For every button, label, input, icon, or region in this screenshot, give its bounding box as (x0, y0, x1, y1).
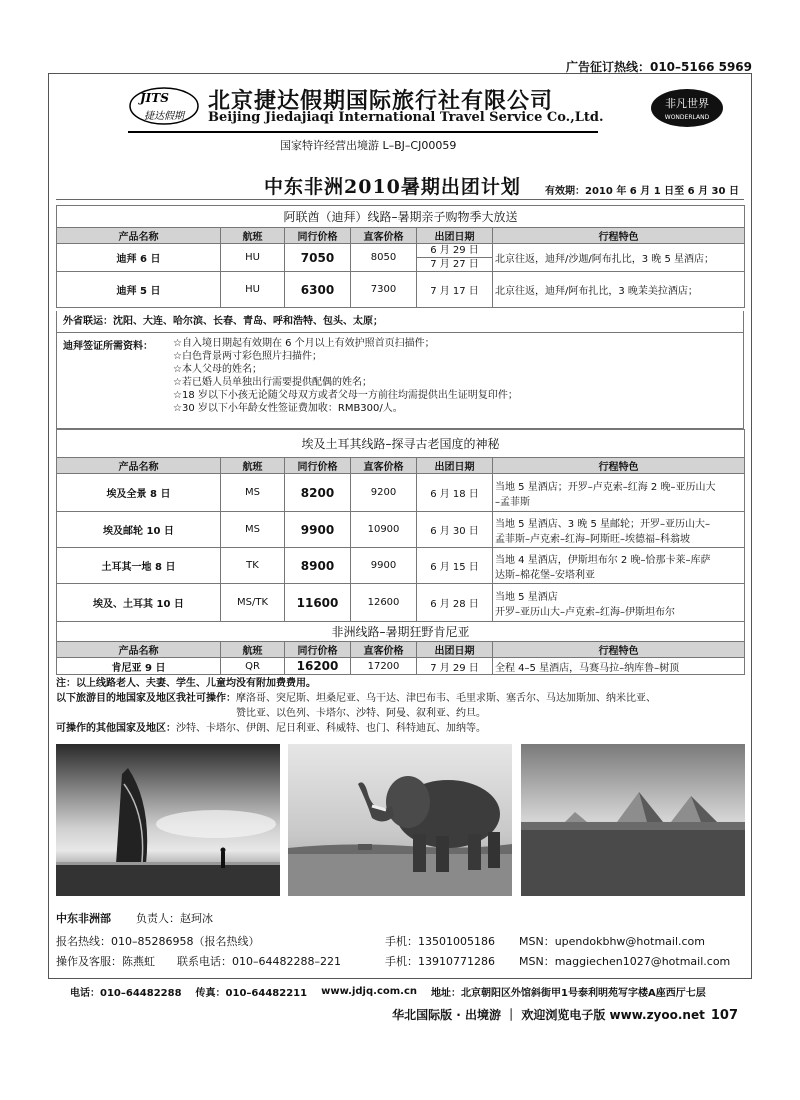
product-name: 迪拜 6 日 (57, 244, 221, 272)
jits-logo (128, 84, 200, 128)
ops-contact: 操作及客服：陈燕虹 联系电话：010–64482288–221 (56, 955, 341, 968)
header-feature: 行程特色 (493, 228, 745, 244)
header-feature: 行程特色 (493, 458, 745, 474)
msn-1: MSN：upendokbhw@hotmail.com (519, 935, 706, 948)
header-date: 出团日期 (417, 642, 493, 658)
visa-item: ☆18 岁以下小孩无论随父母双方或者父母一方前往均需提供出生证明复印件； (173, 390, 518, 401)
peer-price: 8200 (285, 474, 351, 512)
itinerary: 当地 5 星酒店、3 晚 5 星邮轮；开罗–亚历山大– 孟菲斯–卢克索–红海–阿斯旺–埃德福–科翁坡 (493, 512, 745, 548)
uae-table (56, 205, 745, 308)
header-date: 出团日期 (417, 458, 493, 474)
table-row (57, 272, 745, 308)
footer-address: 地址：北京朝阳区外馆斜街甲1号泰利明苑写字楼A座西厅七层 (431, 987, 706, 999)
flight: MS (221, 474, 285, 512)
mobile-1: 手机：13501005186 (385, 935, 495, 948)
visa-item: ☆若已婚人员单独出行需要提供配偶的姓名； (173, 377, 372, 388)
connections-text: 沈阳、大连、哈尔滨、长春、青岛、呼和浩特、包头、太原； (113, 316, 383, 327)
footer-bar (56, 981, 744, 1001)
date: 7 月 27 日 (430, 259, 479, 270)
itinerary: 北京往返，迪拜/阿布扎比，3 晚茉美拉酒店； (493, 272, 745, 308)
table-row (57, 474, 745, 512)
partner-en: WONDERLAND (664, 114, 710, 121)
visa-item: ☆30 岁以下小年龄女性签证费加收：RMB300/人。 (173, 403, 403, 414)
peer-price: 8900 (285, 548, 351, 584)
header-product: 产品名称 (57, 228, 221, 244)
visa-requirements (56, 333, 744, 429)
table-row (57, 244, 745, 272)
direct-price: 9200 (351, 474, 417, 512)
header-feature: 行程特色 (493, 642, 745, 658)
visa-item: ☆自入境日期起有效期在 6 个月以上有效护照首页扫描件； (173, 338, 435, 349)
direct-price: 8050 (351, 244, 417, 272)
table-row (57, 658, 745, 675)
header-flight: 航班 (221, 642, 285, 658)
itinerary: 当地 5 星酒店；开罗–卢克索–红海 2 晚–亚历山大 –孟菲斯 (493, 474, 745, 512)
connections-label: 外省联运： (63, 316, 113, 327)
dest-label: 以下旅游目的地国家及地区我社可操作： (56, 693, 236, 704)
ad-hotline: 广告征订热线：010–5166 5969 (565, 60, 752, 74)
signup-hotline: 报名热线：010–85286958（报名热线） (56, 935, 260, 948)
itinerary: 北京往返，迪拜/沙迦/阿布扎比，3 晚 5 星酒店； (493, 244, 745, 272)
header-product: 产品名称 (57, 642, 221, 658)
header-direct-price: 直客价格 (351, 458, 417, 474)
company-name-cn: 北京捷达假期国际旅行社有限公司 (208, 88, 554, 114)
header-flight: 航班 (221, 228, 285, 244)
elephant-photo (288, 744, 512, 896)
mobile-2: 手机：13910771286 (385, 955, 495, 968)
header-peer-price: 同行价格 (285, 458, 351, 474)
header-direct-price: 直客价格 (351, 228, 417, 244)
title-rule (56, 199, 744, 200)
product-name: 埃及全景 8 日 (57, 474, 221, 512)
peer-price: 7050 (285, 244, 351, 272)
peer-price: 16200 (285, 658, 351, 675)
footer-fax: 传真：010–64482211 (195, 987, 308, 999)
logo-text: JITS (140, 91, 169, 105)
header-product: 产品名称 (57, 458, 221, 474)
direct-price: 7300 (351, 272, 417, 308)
visa-label: 迪拜签证所需资料： (63, 341, 153, 352)
footer-web[interactable]: www.jdjq.com.cn (321, 985, 418, 997)
plan-title: 中东非洲2010暑期出团计划 (264, 176, 521, 198)
header-date: 出团日期 (417, 228, 493, 244)
flight: HU (221, 272, 285, 308)
page-number: 107 (710, 1008, 738, 1023)
itinerary: 当地 5 星酒店 开罗–亚历山大–卢克索–红海–伊斯坦布尔 (493, 584, 745, 622)
peer-price: 11600 (285, 584, 351, 622)
product-name: 土耳其一地 8 日 (57, 548, 221, 584)
flight: TK (221, 548, 285, 584)
manager: 负责人：赵珂冰 (136, 912, 213, 925)
egypt-turkey-table (56, 429, 745, 622)
partner-cn: 非凡世界 (665, 97, 709, 110)
section-title-uae: 阿联酋（迪拜）线路–暑期亲子购物季大放送 (57, 206, 745, 228)
header-flight: 航班 (221, 458, 285, 474)
other-label: 可操作的其他国家及地区： (56, 723, 176, 734)
flight: MS (221, 512, 285, 548)
departure-date: 6 月 15 日 (417, 548, 493, 584)
departure-date: 6 月 18 日 (417, 474, 493, 512)
direct-price: 9900 (351, 548, 417, 584)
departure-date: 7 月 17 日 (417, 272, 493, 308)
product-name: 埃及邮轮 10 日 (57, 512, 221, 548)
peer-price: 6300 (285, 272, 351, 308)
departure-date: 6 月 28 日 (417, 584, 493, 622)
footer-tel: 电话：010–64482288 (70, 987, 182, 999)
flight: HU (221, 244, 285, 272)
direct-price: 12600 (351, 584, 417, 622)
header-rule (128, 131, 598, 133)
page-info (392, 1006, 738, 1023)
validity: 有效期：2010 年 6 月 1 日至 6 月 30 日 (545, 186, 739, 197)
msn-2: MSN：maggiechen1027@hotmail.com (519, 955, 731, 968)
kenya-table (56, 621, 745, 675)
direct-price: 10900 (351, 512, 417, 548)
notes (56, 676, 656, 736)
departure-dates (417, 244, 493, 272)
wonderland-logo (650, 88, 724, 128)
dest-list: 摩洛哥、突尼斯、坦桑尼亚、乌干达、津巴布韦、毛里求斯、塞舌尔、马达加斯加、纳米比亚、 赞比亚、以色列、卡塔尔、沙特、阿曼、叙利亚、约旦。 (236, 693, 656, 719)
section-title-africa: 非洲线路–暑期狂野肯尼亚 (57, 622, 745, 642)
departure-date: 7 月 29 日 (417, 658, 493, 675)
visa-item: ☆本人父母的姓名； (173, 364, 262, 375)
itinerary: 当地 4 星酒店，伊斯坦布尔 2 晚–恰那卡莱–库萨 达斯–棉花堡–安塔利亚 (493, 548, 745, 584)
license-number: 国家特许经营出境游 L–BJ–CJ00059 (280, 139, 457, 152)
company-name-en: Beijing Jiedajiaqi International Travel Service Co.,Ltd. (208, 110, 604, 125)
product-name: 埃及、土耳其 10 日 (57, 584, 221, 622)
table-row (57, 584, 745, 622)
product-name: 肯尼亚 9 日 (57, 658, 221, 675)
header-peer-price: 同行价格 (285, 642, 351, 658)
table-row (57, 548, 745, 584)
connections (56, 311, 744, 333)
note: 注：以上线路老人、夫妻、学生、儿童均没有附加费费用。 (56, 678, 316, 689)
department: 中东非洲部 (56, 912, 111, 925)
header-peer-price: 同行价格 (285, 228, 351, 244)
logo-sub: 捷达假期 (144, 111, 184, 122)
flight: QR (221, 658, 285, 675)
peer-price: 9900 (285, 512, 351, 548)
header-direct-price: 直客价格 (351, 642, 417, 658)
edition-line: 华北国际版 · 出境游 ｜ 欢迎浏览电子版 www.zyoo.net (392, 1008, 705, 1022)
date: 6 月 29 日 (417, 244, 492, 258)
departure-date: 6 月 30 日 (417, 512, 493, 548)
product-name: 迪拜 5 日 (57, 272, 221, 308)
flight: MS/TK (221, 584, 285, 622)
other-list: 沙特、卡塔尔、伊朗、尼日利亚、科威特、也门、科特迪瓦、加纳等。 (176, 723, 486, 734)
direct-price: 17200 (351, 658, 417, 675)
burj-al-arab-photo (56, 744, 280, 896)
section-title-egypt: 埃及土耳其线路–探寻古老国度的神秘 (57, 430, 745, 458)
itinerary: 全程 4–5 星酒店，马赛马拉–纳库鲁–树顶 (493, 658, 745, 675)
visa-item: ☆白色背景两寸彩色照片扫描件； (173, 351, 322, 362)
pyramids-photo (521, 744, 745, 896)
table-row (57, 512, 745, 548)
